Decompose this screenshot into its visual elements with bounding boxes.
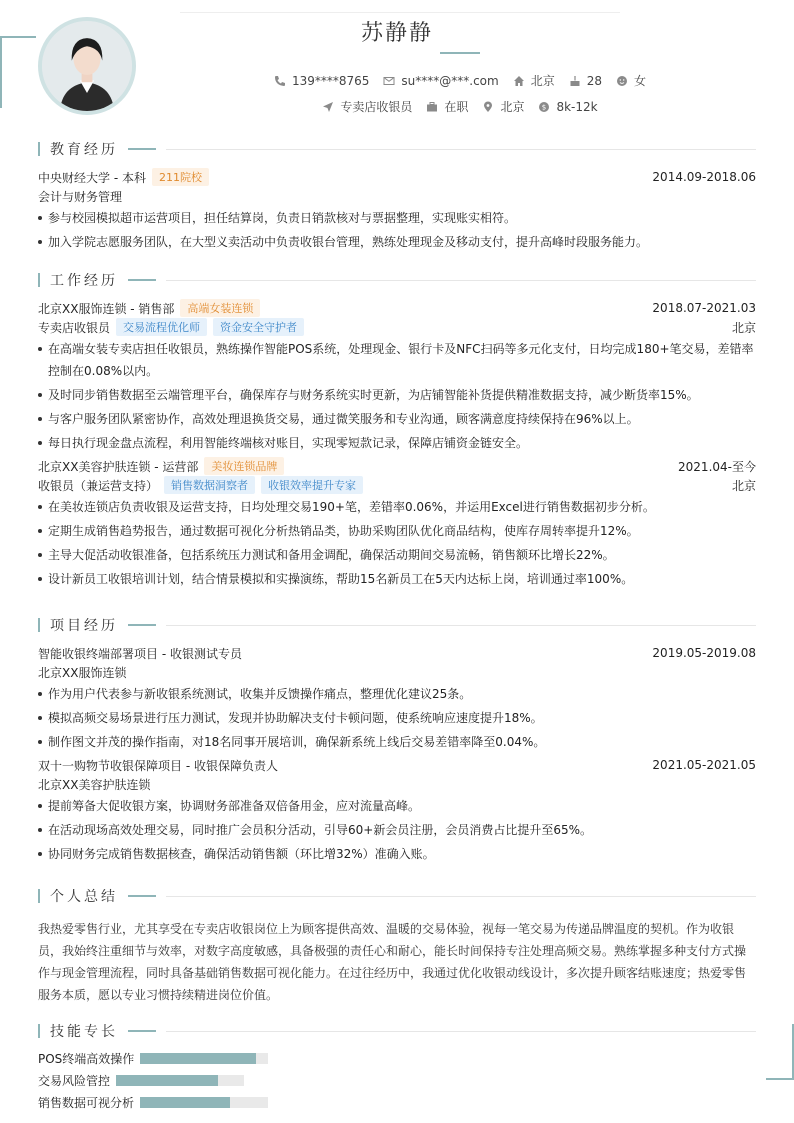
salary-item [538,100,597,114]
skill-level-bar [140,1097,268,1108]
company-name: 北京XX服饰连锁 - 销售部 [38,301,175,316]
education-entry-header [38,167,756,187]
job-role: 收银员（兼运营支持） [38,478,159,493]
list-item: 协同财务完成销售数据核查，确保活动销售额（环比增32%）准确入账。 [38,843,756,865]
skill-item [38,1069,398,1091]
section-header [38,139,756,159]
work-section [38,270,756,592]
list-item: 制作图文并茂的操作指南，对18名同事开展培训，确保新系统上线后交易差错率降至0.04%。 [38,731,756,753]
section-title: 个人总结 [50,889,118,905]
email-item [383,74,498,88]
section-header [38,1021,756,1041]
money-icon [538,101,550,113]
list-item: 每日执行现金盘点流程，利用智能终端核对账目，实现零短款记录，保障店铺资金链安全。 [38,432,756,454]
location-text: 北京 [530,74,555,88]
company-tag: 美妆连锁品牌 [204,457,284,475]
project-period: 2021.05-2021.05 [652,758,756,772]
status-text: 在职 [444,100,469,114]
section-header [38,270,756,290]
gender-item [616,72,646,89]
list-item: 定期生成销售趋势报告，通过数据可视化分析热销品类，协助采购团队优化商品结构，使库存周转率提升12%。 [38,520,756,542]
svg-text:$: $ [542,103,547,112]
briefcase-icon [426,101,438,113]
list-item: 作为用户代表参与新收银系统测试，收集并反馈操作痛点，整理优化建议25条。 [38,683,756,705]
project-org: 北京XX美容护肤连锁 [38,777,151,792]
header-divider [180,12,620,13]
target-job-text: 专卖店收银员 [340,100,413,114]
project-header [38,755,756,775]
project-org: 北京XX服饰连锁 [38,665,127,680]
salary-text: 8k-12k [556,99,598,114]
project-org-row [38,663,756,681]
gender-text: 女 [634,74,647,88]
job-role-row [38,476,756,494]
skill-name: 销售数据可视分析 [38,1095,135,1110]
project-period: 2019.05-2019.08 [652,646,756,660]
project-header [38,643,756,663]
home-icon [513,75,525,87]
list-item: 模拟高频交易场景进行压力测试，发现并协助解决支付卡顿问题，使系统响应速度提升18%。 [38,707,756,729]
list-item: 在高端女装专卖店担任收银员，熟练操作智能POS系统，处理现金、银行卡及NFC扫码等多元化支付，日均完成180+笔交易，差错率控制在0.08%以内。 [38,338,756,382]
job-period: 2021.04-至今 [678,459,756,474]
job-header [38,298,756,318]
contact-row [0,72,794,89]
job-role: 专卖店收银员 [38,320,111,335]
mail-icon [383,75,395,87]
phone-item [274,74,369,88]
location-item [513,72,555,89]
project-name: 双十一购物节收银保障项目 - 收银保障负责人 [38,758,278,773]
skill-level-bar [116,1075,244,1086]
skills-section [38,1021,756,1113]
education-period: 2014.09-2018.06 [652,170,756,184]
projects-section [38,615,756,867]
list-item: 及时同步销售数据至云端管理平台，确保库存与财务系统实时更新，为店铺智能补货提供精准数据支持，减少断货率15%。 [38,384,756,406]
target-city-item [482,98,524,115]
list-item: 主导大促活动收银准备，包括系统压力测试和备用金调配，确保活动期间交易流畅，销售额环比增长22%。 [38,544,756,566]
skill-level-fill [140,1097,230,1108]
skill-level-bar [140,1053,268,1064]
company-tag: 高端女装连锁 [180,299,260,317]
phone-text: 139****8765 [291,73,370,88]
face-icon [616,75,628,87]
job-role-row [38,318,756,336]
school-tag: 211院校 [152,168,209,186]
skill-name: POS终端高效操作 [38,1051,135,1066]
school-name: 中央财经大学 - 本科 [38,170,146,185]
list-item: 在美妆连锁店负责收银及运营支持，日均处理交易190+笔，差错率0.06%，并运用Excel进行销售数据初步分析。 [38,496,756,518]
skill-level-fill [116,1075,218,1086]
email-text: su****@***.com [401,73,499,88]
section-title: 工作经历 [50,273,118,289]
major: 会计与财务管理 [38,189,123,204]
corner-decoration-bottom [766,1078,794,1080]
target-job-item [322,98,412,115]
send-icon [322,101,334,113]
skills-list [38,1047,756,1113]
skill-level-fill [140,1053,255,1064]
summary-section [38,886,756,1006]
cake-icon [569,75,581,87]
job-city: 北京 [731,320,756,335]
job-period: 2018.07-2021.03 [652,301,756,315]
skill-name: 交易风险管控 [38,1073,111,1088]
role-tag: 收银效率提升专家 [261,476,363,494]
role-tag: 销售数据洞察者 [164,476,255,494]
list-item: 加入学院志愿服务团队，在大型义卖活动中负责收银台管理，熟练处理现金及移动支付，提升高峰时段服务能力。 [38,231,756,253]
major-row [38,187,756,205]
job-header [38,456,756,476]
list-item: 在活动现场高效处理交易，同时推广会员积分活动，引导60+新会员注册，会员消费占比提升至65%。 [38,819,756,841]
education-section [38,139,756,255]
role-tag: 交易流程优化师 [116,318,207,336]
section-title: 教育经历 [50,142,118,158]
list-item: 参与校园模拟超市运营项目，担任结算岗，负责日销款核对与票据整理，实现账实相符。 [38,207,756,229]
project-org-row [38,775,756,793]
target-city-text: 北京 [500,100,525,114]
list-item: 提前筹备大促收银方案，协调财务部准备双倍备用金，应对流量高峰。 [38,795,756,817]
name-underline [440,52,480,54]
skill-item [38,1047,398,1069]
list-item: 设计新员工收银培训计划，结合情景模拟和实操演练，帮助15名新员工在5天内达标上岗，培训通过率100%。 [38,568,756,590]
project-name: 智能收银终端部署项目 - 收银测试专员 [38,646,242,661]
section-header [38,886,756,906]
status-item [426,98,468,115]
job-city: 北京 [731,478,756,493]
age-text: 28 [586,73,603,88]
company-name: 北京XX美容护肤连锁 - 运营部 [38,459,199,474]
skill-item [38,1091,398,1113]
section-title: 项目经历 [50,618,118,634]
list-item: 与客户服务团队紧密协作，高效处理退换货交易，通过微笑服务和专业沟通，顾客满意度持续保持在96%以上。 [38,408,756,430]
section-title: 技能专长 [50,1024,118,1040]
summary-text: 我热爱零售行业，尤其享受在专卖店收银岗位上为顾客提供高效、温暖的交易体验，视每一笔交易为传递品牌温度的契机。作为收银员，我始终注重细节与效率，对数字高度敏感，具备极强的责任心和耐心，能长时间保持专注处理高频交易。熟练掌握多种支付方式操作与现金管理流程，同时具备基础销售数据可视化能力。在过往经历中，我通过优化收银动线设计，多次提升顾客结账速度；热爱零售服务本质，愿以专业习惯持续精进岗位价值。 [38,922,747,1002]
age-item [569,74,602,88]
section-header [38,615,756,635]
location-pin-icon [482,101,494,113]
role-tag: 资金安全守护者 [213,318,304,336]
job-intention-row [0,98,794,115]
phone-icon [274,75,286,87]
candidate-name: 苏静静 [360,21,433,46]
